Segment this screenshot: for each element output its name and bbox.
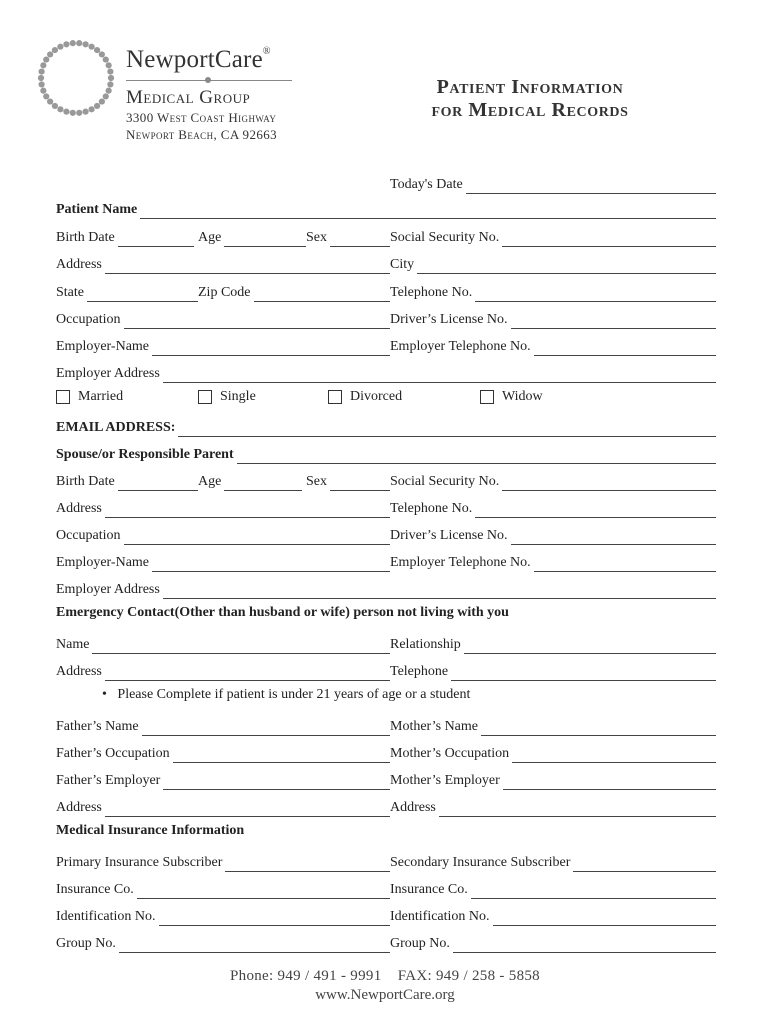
logo-bead bbox=[82, 109, 88, 115]
insurance-subscriber-row bbox=[56, 850, 716, 872]
spouse-employer-address-field[interactable]: Employer Address bbox=[56, 577, 716, 599]
logo-bead bbox=[76, 40, 82, 46]
logo-bead bbox=[107, 68, 113, 74]
logo-bead bbox=[99, 51, 105, 57]
insurance-group-row bbox=[56, 931, 716, 953]
spouse-telephone-field[interactable]: Telephone No. bbox=[390, 496, 716, 518]
patient-address-row bbox=[56, 252, 716, 274]
mothers-address-field[interactable]: Address bbox=[390, 795, 716, 817]
patient-state-field[interactable]: State bbox=[56, 280, 198, 302]
address-line-2: Newport Beach, CA 92663 bbox=[126, 127, 278, 142]
logo-bead bbox=[52, 103, 58, 109]
patient-age-field[interactable]: Age bbox=[198, 225, 306, 247]
insurance-company-row bbox=[56, 877, 716, 899]
logo-bead bbox=[89, 106, 95, 112]
emergency-address-field[interactable]: Address bbox=[56, 659, 390, 681]
emergency-address-row bbox=[56, 659, 716, 681]
patient-occupation-row bbox=[56, 307, 716, 329]
patient-state-row bbox=[56, 280, 716, 302]
spouse-birth-row bbox=[56, 469, 716, 491]
secondary-subscriber-field[interactable]: Secondary Insurance Subscriber bbox=[390, 850, 716, 872]
logo-bead bbox=[103, 93, 109, 99]
patient-sex-field[interactable]: Sex bbox=[306, 225, 390, 247]
logo-bead bbox=[94, 47, 100, 53]
parents-employer-row bbox=[56, 768, 716, 790]
patient-employer-row bbox=[56, 334, 716, 356]
insurance-id-row bbox=[56, 904, 716, 926]
single-checkbox[interactable] bbox=[198, 390, 212, 404]
patient-address-field[interactable]: Address bbox=[56, 252, 390, 274]
logo-bead bbox=[107, 81, 113, 87]
logo-bead bbox=[39, 81, 45, 87]
patient-employer-telephone-field[interactable]: Employer Telephone No. bbox=[390, 334, 716, 356]
spouse-employer-row bbox=[56, 550, 716, 572]
form-title-line-1: Patient Information bbox=[436, 76, 624, 98]
spouse-birth-date-field[interactable]: Birth Date bbox=[56, 469, 198, 491]
logo-bead bbox=[106, 62, 112, 68]
patient-zip-field[interactable]: Zip Code bbox=[198, 280, 390, 302]
emergency-contact-heading: Emergency Contact(Other than husband or wife) person not living with you bbox=[56, 605, 509, 620]
secondary-identification-field[interactable]: Identification No. bbox=[390, 904, 716, 926]
patient-birth-date-field[interactable]: Birth Date bbox=[56, 225, 194, 247]
emergency-name-field[interactable]: Name bbox=[56, 632, 390, 654]
footer-phone-fax: Phone: 949 / 491 - 9991 FAX: 949 / 258 - 5858 bbox=[230, 968, 540, 984]
spouse-drivers-license-field[interactable]: Driver’s License No. bbox=[390, 523, 716, 545]
spouse-employer-address-row bbox=[56, 577, 716, 599]
email-field[interactable]: EMAIL ADDRESS: bbox=[56, 415, 716, 437]
married-label: Married bbox=[78, 389, 124, 404]
secondary-group-no-field[interactable]: Group No. bbox=[390, 931, 716, 953]
patient-employer-name-field[interactable]: Employer-Name bbox=[56, 334, 390, 356]
parents-name-row bbox=[56, 714, 716, 736]
patient-ssn-field[interactable]: Social Security No. bbox=[390, 225, 716, 247]
logo-bead bbox=[99, 98, 105, 104]
fathers-occupation-field[interactable]: Father’s Occupation bbox=[56, 741, 390, 763]
emergency-relationship-field[interactable]: Relationship bbox=[390, 632, 716, 654]
spouse-row bbox=[56, 442, 716, 464]
logo-bead bbox=[39, 68, 45, 74]
mothers-occupation-field[interactable]: Mother’s Occupation bbox=[390, 741, 716, 763]
patient-name-field[interactable]: Patient Name bbox=[56, 197, 716, 219]
parents-occupation-row bbox=[56, 741, 716, 763]
logo-bead bbox=[47, 98, 53, 104]
spouse-occupation-field[interactable]: Occupation bbox=[56, 523, 390, 545]
logo-bead bbox=[70, 40, 76, 46]
logo-bead bbox=[103, 56, 109, 62]
spouse-address-field[interactable]: Address bbox=[56, 496, 390, 518]
primary-insurance-co-field[interactable]: Insurance Co. bbox=[56, 877, 390, 899]
logo-bead bbox=[94, 103, 100, 109]
logo-bead bbox=[52, 47, 58, 53]
widow-checkbox[interactable] bbox=[480, 390, 494, 404]
parents-address-row bbox=[56, 795, 716, 817]
patient-birth-row bbox=[56, 225, 716, 247]
spouse-address-row bbox=[56, 496, 716, 518]
email-row bbox=[56, 415, 716, 437]
brand-name: NewportCare® bbox=[126, 45, 271, 73]
primary-identification-field[interactable]: Identification No. bbox=[56, 904, 390, 926]
logo-bead bbox=[40, 88, 46, 94]
logo-ring-icon bbox=[36, 38, 116, 118]
logo-bead bbox=[63, 109, 69, 115]
logo-bead bbox=[106, 88, 112, 94]
patient-employer-address-field[interactable]: Employer Address bbox=[56, 361, 716, 383]
group-name: Medical Group bbox=[126, 87, 251, 108]
patient-occupation-field[interactable]: Occupation bbox=[56, 307, 390, 329]
patient-drivers-license-field[interactable]: Driver’s License No. bbox=[390, 307, 716, 329]
logo-bead bbox=[43, 93, 49, 99]
spouse-employer-telephone-field[interactable]: Employer Telephone No. bbox=[390, 550, 716, 572]
mothers-employer-field[interactable]: Mother’s Employer bbox=[390, 768, 716, 790]
divorced-checkbox[interactable] bbox=[328, 390, 342, 404]
married-checkbox[interactable] bbox=[56, 390, 70, 404]
spouse-occupation-row bbox=[56, 523, 716, 545]
marital-status-row bbox=[56, 388, 716, 410]
patient-telephone-field[interactable]: Telephone No. bbox=[390, 280, 716, 302]
logo-bead bbox=[76, 110, 82, 116]
todays-date-row bbox=[56, 172, 716, 194]
logo-bead bbox=[47, 51, 53, 57]
primary-subscriber-field[interactable]: Primary Insurance Subscriber bbox=[56, 850, 390, 872]
logo-bead bbox=[57, 106, 63, 112]
logo-bead bbox=[70, 110, 76, 116]
footer-website[interactable]: www.NewportCare.org bbox=[315, 987, 455, 1003]
form-title-line-2: for Medical Records bbox=[431, 99, 629, 121]
logo-bead bbox=[57, 44, 63, 50]
mothers-name-field[interactable]: Mother’s Name bbox=[390, 714, 716, 736]
fathers-address-field[interactable]: Address bbox=[56, 795, 390, 817]
logo-bead bbox=[82, 41, 88, 47]
primary-group-no-field[interactable]: Group No. bbox=[56, 931, 390, 953]
patient-employer-address-row bbox=[56, 361, 716, 383]
spouse-sex-field[interactable]: Sex bbox=[306, 469, 390, 491]
single-label: Single bbox=[220, 389, 256, 404]
logo-bead bbox=[43, 56, 49, 62]
divorced-label: Divorced bbox=[350, 389, 403, 404]
fathers-name-field[interactable]: Father’s Name bbox=[56, 714, 390, 736]
logo-bead bbox=[38, 75, 44, 81]
insurance-heading: Medical Insurance Information bbox=[56, 823, 245, 838]
patient-name-row bbox=[56, 197, 716, 219]
spouse-ssn-field[interactable]: Social Security No. bbox=[390, 469, 716, 491]
spouse-employer-name-field[interactable]: Employer-Name bbox=[56, 550, 390, 572]
emergency-name-row bbox=[56, 632, 716, 654]
spouse-age-field[interactable]: Age bbox=[198, 469, 302, 491]
patient-city-field[interactable]: City bbox=[390, 252, 716, 274]
logo-bead bbox=[89, 44, 95, 50]
brand-divider-dot bbox=[205, 77, 211, 83]
address-line-1: 3300 West Coast Highway bbox=[126, 110, 277, 125]
todays-date-field[interactable]: Today's Date bbox=[390, 172, 716, 194]
spouse-name-field[interactable]: Spouse/or Responsible Parent bbox=[56, 442, 716, 464]
logo-bead bbox=[40, 62, 46, 68]
under-21-note: • Please Complete if patient is under 21 years of age or a student bbox=[102, 687, 471, 702]
widow-label: Widow bbox=[502, 389, 543, 404]
secondary-insurance-co-field[interactable]: Insurance Co. bbox=[390, 877, 716, 899]
fathers-employer-field[interactable]: Father’s Employer bbox=[56, 768, 390, 790]
logo-bead bbox=[108, 75, 114, 81]
logo-bead bbox=[63, 41, 69, 47]
emergency-telephone-field[interactable]: Telephone bbox=[390, 659, 716, 681]
